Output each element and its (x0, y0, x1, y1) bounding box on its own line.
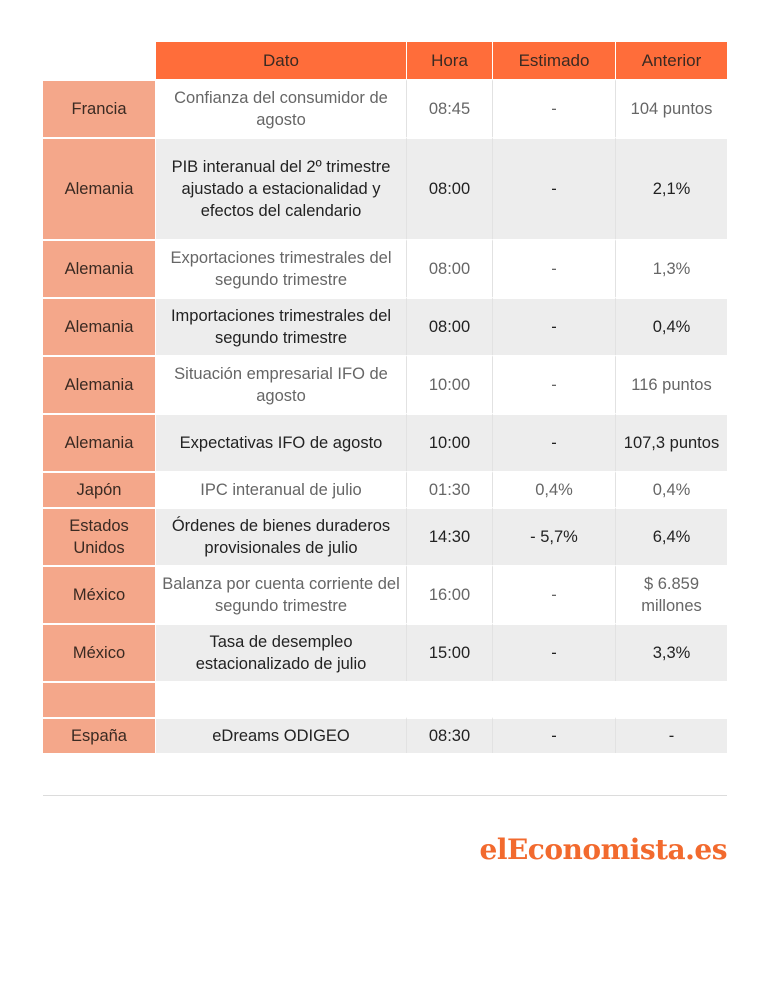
hora-cell: 15:00 (406, 623, 492, 681)
estimado-cell: - 5,7% (492, 507, 615, 565)
estimado-cell: - (492, 623, 615, 681)
country-cell: Alemania (43, 355, 155, 413)
anterior-cell: 0,4% (615, 471, 727, 507)
table-row (43, 717, 727, 753)
table-row (43, 239, 727, 297)
header-anterior: Anterior (615, 42, 727, 79)
dato-cell: Balanza por cuenta corriente del segundo trimestre (155, 565, 406, 623)
country-cell: Japón (43, 471, 155, 507)
country-cell: España (43, 717, 155, 753)
estimado-cell: - (492, 717, 615, 753)
anterior-cell: $ 6.859 millones (615, 565, 727, 623)
dato-cell (155, 681, 406, 717)
hora-cell: 16:00 (406, 565, 492, 623)
estimado-cell: - (492, 297, 615, 355)
table-row (43, 565, 727, 623)
anterior-cell (615, 681, 727, 717)
table-row (43, 413, 727, 471)
estimado-cell: - (492, 239, 615, 297)
hora-cell: 10:00 (406, 355, 492, 413)
dato-cell: PIB interanual del 2º trimestre ajustado a estacionalidad y efectos del calendario (155, 137, 406, 239)
dato-cell: Exportaciones trimestrales del segundo trimestre (155, 239, 406, 297)
table-row (43, 623, 727, 681)
anterior-cell: 107,3 puntos (615, 413, 727, 471)
estimado-cell: - (492, 137, 615, 239)
table-row (43, 507, 727, 565)
country-cell: México (43, 565, 155, 623)
table-row (43, 355, 727, 413)
anterior-cell: - (615, 717, 727, 753)
hora-cell: 08:30 (406, 717, 492, 753)
hora-cell: 08:45 (406, 79, 492, 137)
estimado-cell: - (492, 79, 615, 137)
estimado-cell: - (492, 565, 615, 623)
anterior-cell: 1,3% (615, 239, 727, 297)
country-cell: Estados Unidos (43, 507, 155, 565)
header-dato: Dato (155, 42, 406, 79)
table-row (43, 79, 727, 137)
estimado-cell: - (492, 355, 615, 413)
country-cell: Alemania (43, 413, 155, 471)
table-row (43, 471, 727, 507)
estimado-cell: - (492, 413, 615, 471)
dato-cell: Confianza del consumidor de agosto (155, 79, 406, 137)
hora-cell: 08:00 (406, 239, 492, 297)
country-cell: Alemania (43, 297, 155, 355)
dato-cell: Expectativas IFO de agosto (155, 413, 406, 471)
anterior-cell: 116 puntos (615, 355, 727, 413)
country-cell: Alemania (43, 239, 155, 297)
table-row-spacer (43, 681, 727, 717)
country-cell: Francia (43, 79, 155, 137)
hora-cell: 08:00 (406, 297, 492, 355)
dato-cell: Órdenes de bienes duraderos provisionales de julio (155, 507, 406, 565)
dato-cell: Tasa de desempleo estacionalizado de julio (155, 623, 406, 681)
header-blank-cell (43, 42, 155, 79)
dato-cell: Situación empresarial IFO de agosto (155, 355, 406, 413)
footer-divider (43, 795, 727, 796)
country-cell: México (43, 623, 155, 681)
hora-cell (406, 681, 492, 717)
estimado-cell: 0,4% (492, 471, 615, 507)
estimado-cell (492, 681, 615, 717)
dato-cell: Importaciones trimestrales del segundo trimestre (155, 297, 406, 355)
hora-cell: 10:00 (406, 413, 492, 471)
anterior-cell: 3,3% (615, 623, 727, 681)
hora-cell: 08:00 (406, 137, 492, 239)
anterior-cell: 2,1% (615, 137, 727, 239)
hora-cell: 01:30 (406, 471, 492, 507)
header-row (43, 42, 727, 79)
hora-cell: 14:30 (406, 507, 492, 565)
table-row (43, 137, 727, 239)
dato-cell: eDreams ODIGEO (155, 717, 406, 753)
header-estimado: Estimado (492, 42, 615, 79)
dato-cell: IPC interanual de julio (155, 471, 406, 507)
table-row (43, 297, 727, 355)
anterior-cell: 6,4% (615, 507, 727, 565)
header-hora: Hora (406, 42, 492, 79)
country-cell: Alemania (43, 137, 155, 239)
economic-calendar-table (43, 42, 727, 753)
country-cell (43, 681, 155, 717)
anterior-cell: 104 puntos (615, 79, 727, 137)
eleconomista-logo: elEconomista.es (479, 833, 727, 866)
anterior-cell: 0,4% (615, 297, 727, 355)
